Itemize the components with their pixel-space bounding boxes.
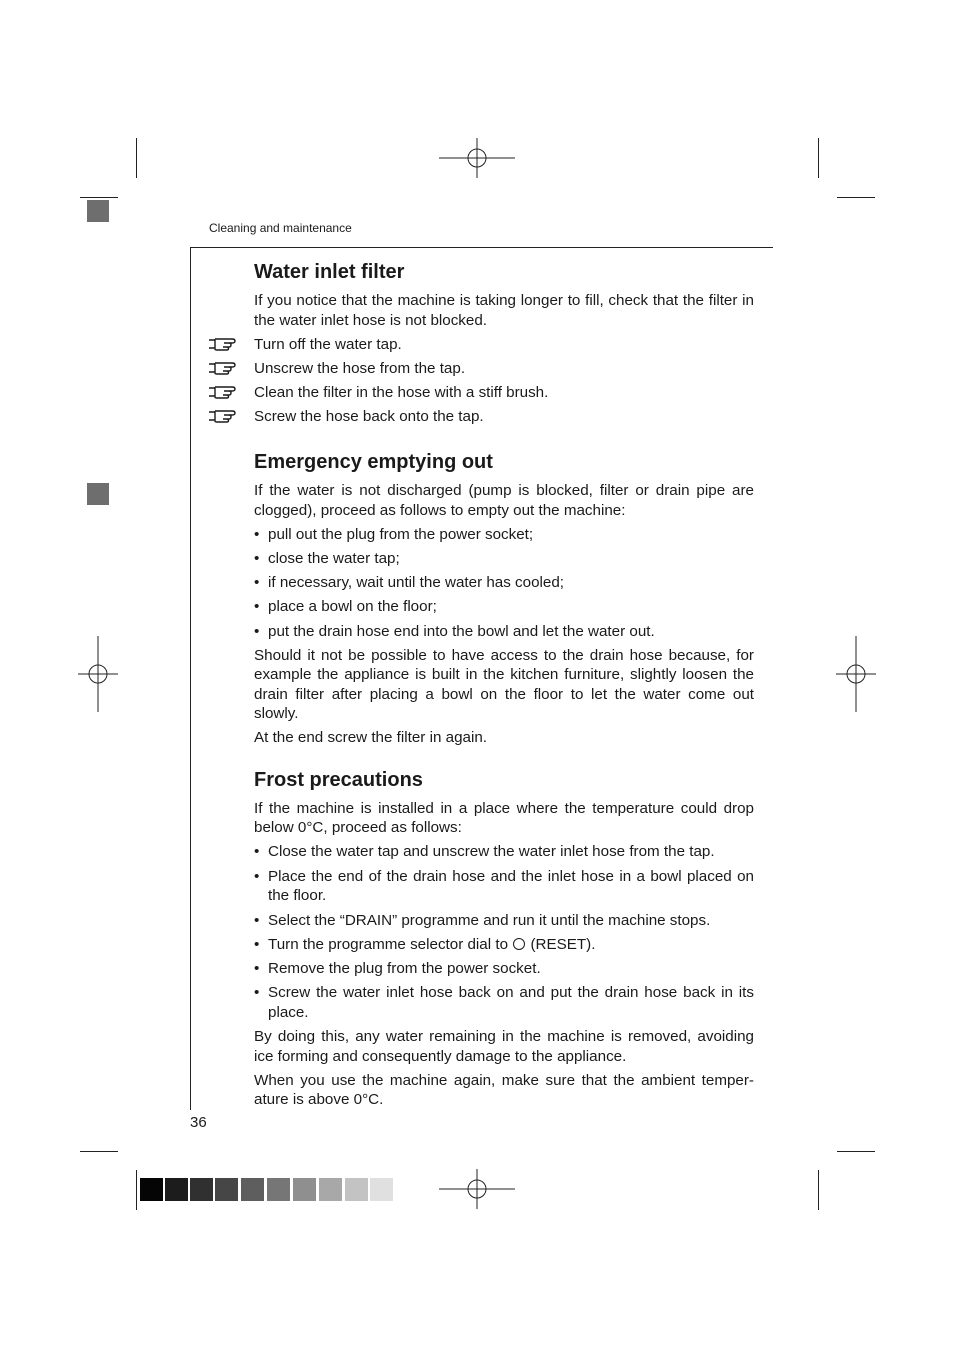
pointing-hand-icon (208, 360, 236, 376)
color-swatch (345, 1178, 368, 1201)
color-swatch (140, 1178, 163, 1201)
list-item: • if necessary, wait until the water has cooled; (254, 573, 754, 593)
section-marker-square (87, 200, 109, 222)
crop-mark (136, 138, 137, 178)
color-swatch (293, 1178, 316, 1201)
crop-mark (80, 197, 118, 198)
section-intro: If you notice that the machine is taking longer to fill, check that the filter in the water inlet hose is not blocked. (254, 292, 754, 329)
section-intro: If the water is not discharged (pump is blocked, filter or drain pipe are clogged), proceed as follows to empty out the machine: (254, 482, 754, 519)
section-intro: If the machine is installed in a place where the temperature could drop below 0°C, proceed as follows: (254, 799, 754, 837)
bullet-list (254, 842, 754, 1022)
registration-crosshair-icon (836, 636, 876, 712)
list-item-text: Turn the programme selector dial to (268, 935, 509, 953)
registration-crosshair-icon (439, 138, 515, 178)
section-title: Frost precautions (254, 768, 423, 791)
running-header: Cleaning and maintenance (209, 221, 352, 235)
list-item: • Remove the plug from the power socket. (254, 959, 754, 979)
list-item: • Select the “DRAIN” programme and run it until the machine stops. (254, 911, 754, 931)
pointing-hand-icon (208, 408, 236, 424)
step-text: Turn off the water tap. (254, 335, 402, 353)
section-frost-precautions (254, 766, 754, 1110)
pointing-hand-icon (208, 336, 236, 352)
page-number: 36 (190, 1114, 207, 1131)
crop-mark (136, 1170, 137, 1210)
registration-crosshair-icon (78, 636, 118, 712)
list-item: • Place the end of the drain hose and the inlet hose in a bowl placed on the floor. (254, 867, 754, 906)
list-item (254, 935, 754, 955)
color-swatch (370, 1178, 393, 1201)
color-swatch (190, 1178, 213, 1201)
step-item (254, 407, 754, 427)
color-swatch (165, 1178, 188, 1201)
bullet-list (254, 525, 754, 642)
crop-mark (837, 197, 875, 198)
color-swatch (319, 1178, 342, 1201)
color-swatch (241, 1178, 264, 1201)
section-marker-square (87, 483, 109, 505)
section-title: Emergency emptying out (254, 451, 493, 473)
step-item (254, 359, 754, 379)
section-water-inlet-filter (254, 258, 754, 426)
crop-mark (818, 138, 819, 178)
color-swatch (267, 1178, 290, 1201)
margin-rule (190, 247, 191, 1110)
list-item: • Close the water tap and unscrew the water inlet hose from the tap. (254, 842, 754, 862)
paragraph: At the end screw the filter in again. (254, 729, 488, 747)
header-rule (190, 247, 773, 248)
list-item: • place a bowl on the floor; (254, 597, 754, 617)
list-item: • put the drain hose end into the bowl and let the water out. (254, 622, 754, 642)
paragraph: Should it not be possible to have access to the drain hose because, for example the appliance is built in the kitchen furniture, slightly loosen the drain filter after placing a bowl on the floor to let the water come out slowly. (254, 646, 754, 723)
color-swatch (215, 1178, 238, 1201)
pointing-hand-icon (208, 384, 236, 400)
crop-mark (80, 1151, 118, 1152)
step-item (254, 335, 754, 355)
reset-circle-icon (513, 938, 525, 950)
crop-mark (818, 1170, 819, 1210)
paragraph: When you use the machine again, make sure that the ambient temper-ature is above 0°C. (254, 1071, 754, 1109)
section-title: Water inlet filter (254, 261, 405, 283)
list-item: • Screw the water inlet hose back on and put the drain hose back in its place. (254, 983, 754, 1022)
list-item: • close the water tap; (254, 549, 754, 569)
section-emergency-emptying (254, 448, 754, 748)
list-item: • pull out the plug from the power socket; (254, 525, 754, 545)
step-item (254, 383, 754, 403)
registration-crosshair-icon (439, 1169, 515, 1209)
crop-mark (837, 1151, 875, 1152)
step-text: Unscrew the hose from the tap. (254, 359, 466, 377)
main-content (254, 258, 754, 1128)
step-text: Clean the filter in the hose with a stiff brush. (254, 383, 549, 401)
paragraph: By doing this, any water remaining in the machine is removed, avoiding ice forming and consequently damage to the appliance. (254, 1028, 754, 1065)
list-item-text: (RESET). (530, 935, 596, 953)
step-text: Screw the hose back onto the tap. (254, 407, 484, 425)
